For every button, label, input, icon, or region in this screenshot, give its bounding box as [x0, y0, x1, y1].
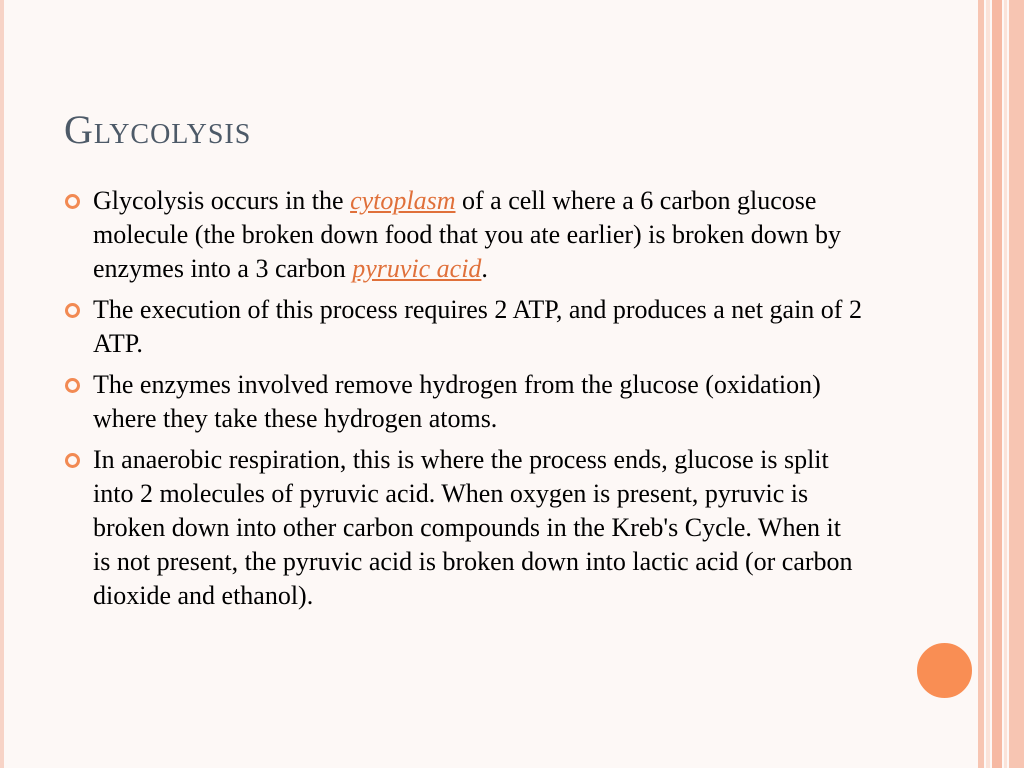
bullet-text: The execution of this process requires 2 ATP, and produces a net gain of 2 ATP.	[93, 295, 862, 358]
bullet-item	[64, 368, 864, 436]
bullet-text: Glycolysis occurs in the	[93, 186, 351, 215]
bullet-text: .	[481, 254, 488, 283]
right-border-stripe	[986, 0, 990, 768]
orange-circle-icon	[914, 640, 975, 701]
bullet-text: In anaerobic respiration, this is where the process ends, glucose is split into 2 molecules of pyruvic acid. When oxygen is present, pyruvic is broken down into other carbon compounds in the Kreb's Cycle. When it is not present, the pyruvic acid is broken down into lactic acid (or carbon dioxide and ethanol).	[93, 445, 853, 610]
right-border-stripe	[978, 0, 984, 768]
bullet-item	[64, 184, 864, 286]
bullet-text: of a cell where a 6 carbon glucose molecule (the broken down food that you ate earlier) is broken down by enzymes into a 3 carbon	[93, 186, 841, 283]
bullet-text: The enzymes involved remove hydrogen from the glucose (oxidation) where they take these hydrogen atoms.	[93, 370, 821, 433]
term-link-pyruvic-acid[interactable]: pyruvic acid	[352, 254, 482, 283]
bullet-item	[64, 443, 864, 613]
left-border-stripe	[0, 0, 4, 768]
bullet-icon	[65, 453, 80, 468]
right-border-stripe	[992, 0, 1002, 768]
right-border-stripe	[1004, 0, 1007, 768]
bullet-item	[64, 293, 864, 361]
right-border-stripe	[1009, 0, 1024, 768]
bullet-list	[64, 184, 864, 620]
slide-title: Glycolysis	[64, 107, 252, 152]
bullet-icon	[65, 194, 80, 209]
bullet-icon	[65, 303, 80, 318]
bullet-icon	[65, 378, 80, 393]
term-link-cytoplasm[interactable]: cytoplasm	[350, 186, 456, 215]
